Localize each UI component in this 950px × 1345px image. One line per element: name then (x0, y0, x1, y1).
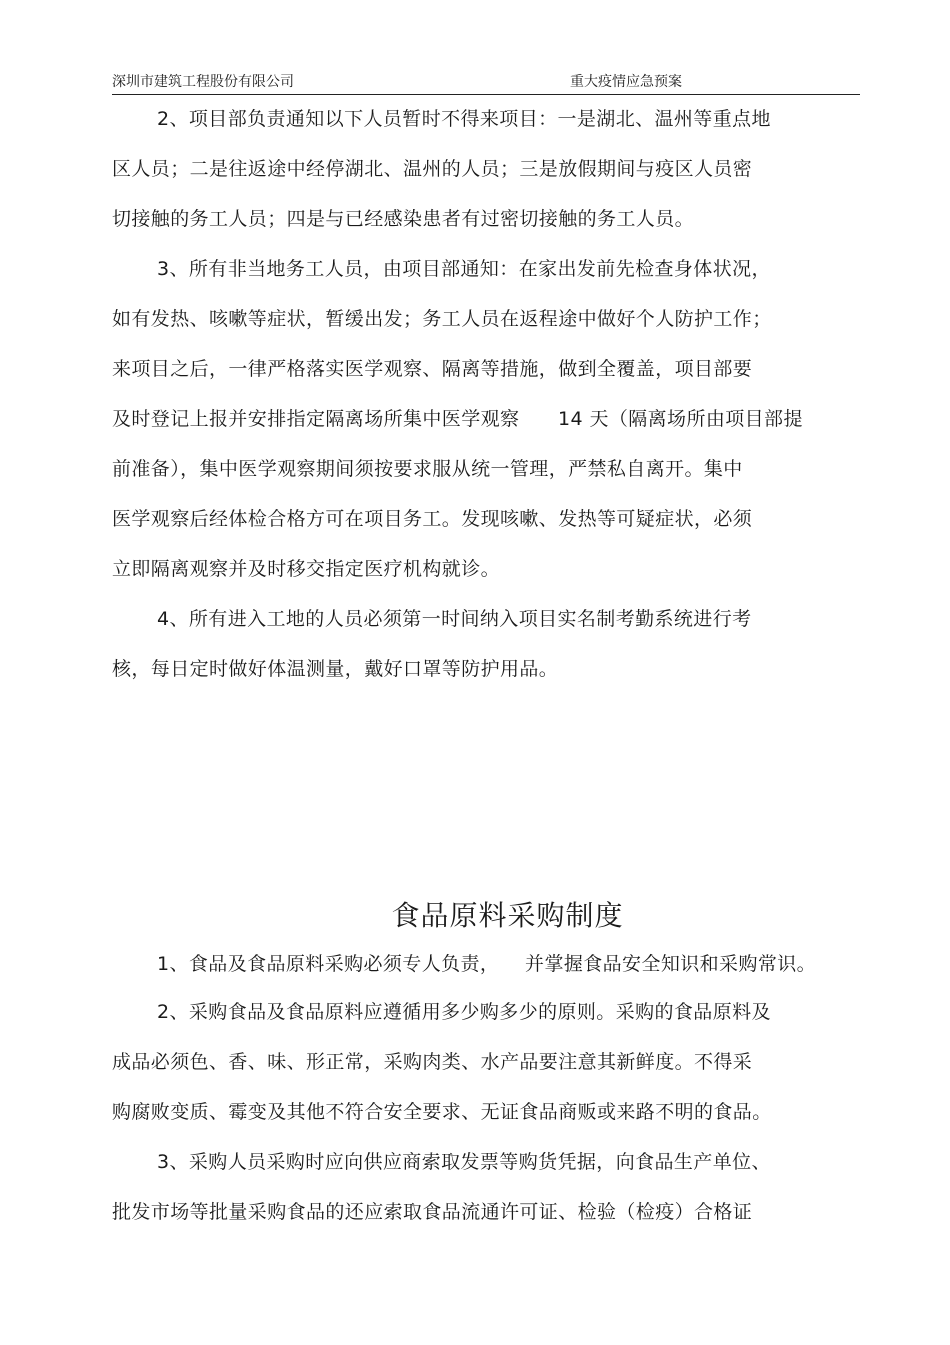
paragraph-line: 批发市场等批量采购食品的还应索取食品流通许可证、检验（检疫）合格证 (112, 1201, 753, 1223)
paragraph-line: 立即隔离观察并及时移交指定医疗机构就诊。 (112, 558, 501, 580)
paragraph-line: 3、采购人员采购时应向供应商索取发票等购货凭据，向食品生产单位、 (157, 1151, 771, 1173)
paragraph-line: 购腐败变质、霉变及其他不符合安全要求、无证食品商贩或来路不明的食品。 (112, 1101, 772, 1123)
paragraph-line: 前准备），集中医学观察期间须按要求服从统一管理，严禁私自离开。集中 (112, 458, 743, 480)
paragraph-line: 2、采购食品及食品原料应遵循用多少购多少的原则。采购的食品原料及 (157, 1001, 771, 1023)
paragraph-line: 4、所有进入工地的人员必须第一时间纳入项目实名制考勤系统进行考 (157, 608, 752, 630)
paragraph-line: 3、所有非当地务工人员，由项目部通知：在家出发前先检查身体状况， (157, 258, 771, 280)
paragraph-line: 成品必须色、香、味、形正常，采购肉类、水产品要注意其新鲜度。不得采 (112, 1051, 753, 1073)
paragraph-line: 区人员；二是往返途中经停湖北、温州的人员；三是放假期间与疫区人员密 (112, 158, 753, 180)
paragraph-line: 2、项目部负责通知以下人员暂时不得来项目：一是湖北、温州等重点地 (157, 108, 771, 130)
paragraph-line: 1、食品及食品原料采购必须专人负责， 并掌握食品安全知识和采购常识。 (157, 953, 817, 975)
paragraph-line: 如有发热、咳嗽等症状，暂缓出发；务工人员在返程途中做好个人防护工作； (112, 308, 772, 330)
paragraph-line: 来项目之后，一律严格落实医学观察、隔离等措施，做到全覆盖，项目部要 (112, 358, 753, 380)
paragraph-line: 医学观察后经体检合格方可在项目务工。发现咳嗽、发热等可疑症状，必须 (112, 508, 753, 530)
page-header (112, 68, 860, 95)
company-name: 深圳市建筑工程股份有限公司 (112, 74, 294, 90)
paragraph-line: 切接触的务工人员；四是与已经感染患者有过密切接触的务工人员。 (112, 208, 695, 230)
document-title: 重大疫情应急预案 (570, 74, 682, 90)
paragraph-line: 核，每日定时做好体温测量，戴好口罩等防护用品。 (112, 658, 559, 680)
section-title: 食品原料采购制度 (391, 899, 624, 932)
paragraph-line: 及时登记上报并安排指定隔离场所集中医学观察 14 天（隔离场所由项目部提 (112, 408, 803, 430)
